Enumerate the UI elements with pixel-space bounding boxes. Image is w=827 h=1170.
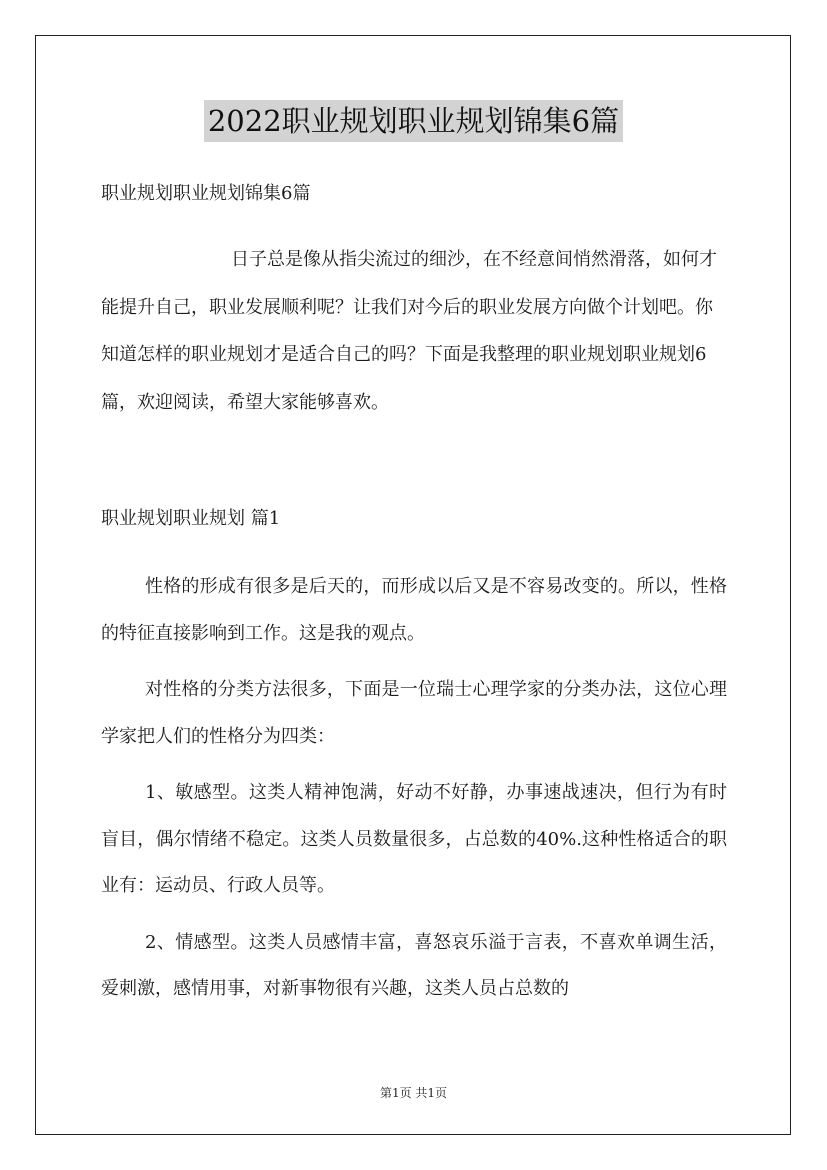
document-title-wrapper — [0, 100, 827, 142]
document-title: 2022职业规划职业规划锦集6篇 — [204, 100, 623, 142]
paragraph: 对性格的分类方法很多，下面是一位瑞士心理学家的分类办法，这位心理学家把人们的性格分为四类： — [101, 679, 727, 747]
section-heading: 职业规划职业规划 篇1 — [101, 508, 281, 529]
document-subtitle: 职业规划职业规划锦集6篇 — [101, 183, 311, 204]
paragraph: 性格的形成有很多是后天的，而形成以后又是不容易改变的。所以，性格的特征直接影响到工作。这是我的观点。 — [101, 576, 727, 644]
paragraph: 2、情感型。这类人员感情丰富，喜怒哀乐溢于言表，不喜欢单调生活，爱刺激，感情用事，对新事物很有兴趣，这类人员占总数的 — [101, 931, 727, 999]
body-paragraphs — [101, 564, 727, 1023]
paragraph: 1、敏感型。这类人精神饱满，好动不好静，办事速战速决，但行为有时盲目，偶尔情绪不稳定。这类人员数量很多，占总数的40%.这种性格适合的职业有：运动员、行政人员等。 — [101, 782, 727, 896]
page-footer: 第1页 共1页 — [379, 1086, 448, 1100]
intro-paragraph: 日子总是像从指尖流过的细沙，在不经意间悄然滑落，如何才能提升自己，职业发展顺利呢？让我们对今后的职业发展方向做个计划吧。你知道怎样的职业规划才是适合自己的吗？下面是我整理的职业规划职业规划6篇，欢迎阅读，希望大家能够喜欢。 — [101, 249, 717, 413]
